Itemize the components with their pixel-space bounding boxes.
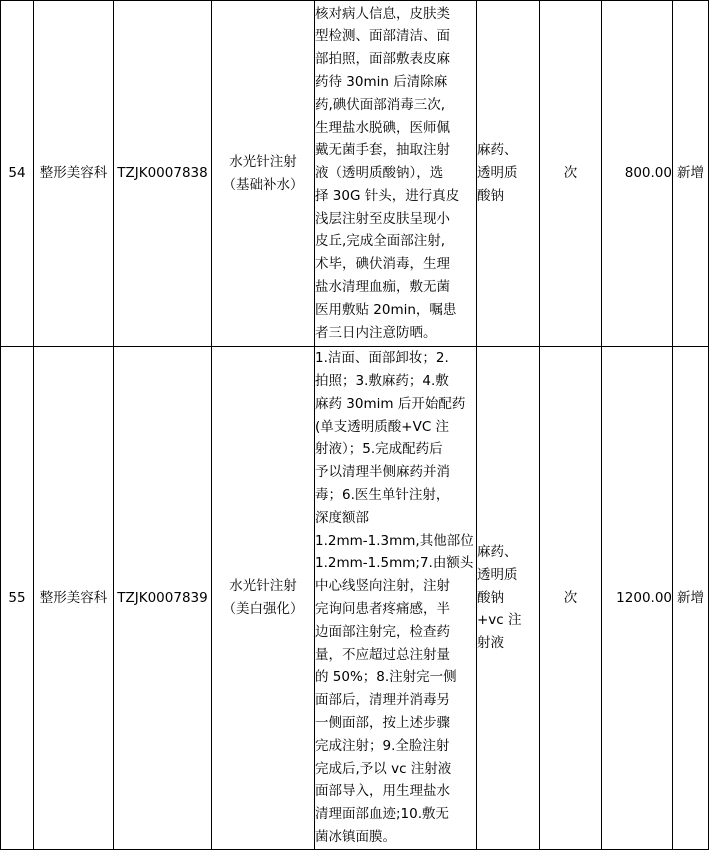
- content-line: 清理面部血迹;10.敷无: [315, 806, 450, 823]
- item-code-cell: TZJK0007838: [114, 1, 212, 347]
- content-line: 麻药 30mim 后开始配药: [315, 395, 466, 412]
- row-number: 55: [1, 347, 34, 850]
- item-code-cell: TZJK0007839: [114, 347, 212, 850]
- content-line: (单支透明质酸+VC 注: [315, 418, 450, 435]
- content-line: 面部后，清理并消毒另: [315, 692, 450, 709]
- department-cell: 整形美容科: [34, 347, 114, 850]
- content-line: 深度额部: [315, 509, 369, 526]
- unit-cell: 次: [540, 347, 602, 850]
- content-line: 完成后,予以 vc 注射液: [315, 760, 452, 777]
- content-line: 皮丘,完成全面部注射,: [315, 233, 446, 250]
- item-content-cell: [315, 1, 477, 347]
- content-line: 药待 30min 后清除麻: [315, 73, 448, 90]
- department-cell: 整形美容科: [34, 1, 114, 347]
- content-line: 拍照；3.敷麻药；4.敷: [315, 373, 449, 390]
- table-row: [1, 1, 709, 347]
- price-cell: 1200.00: [602, 347, 673, 850]
- content-line: 生理盐水脱碘，医师佩: [315, 119, 450, 136]
- content-line: 盐水清理血痂，敷无菌: [315, 279, 450, 296]
- content-line: 择 30G 针头，进行真皮: [315, 187, 460, 204]
- item-name-line: 水光针注射: [229, 153, 297, 170]
- content-line: 者三日内注意防晒。: [315, 324, 437, 341]
- except-line: 麻药、: [477, 142, 518, 159]
- unit-cell: 次: [540, 1, 602, 347]
- except-line: 透明质: [477, 165, 518, 182]
- content-line: 浅层注射至皮肤呈现小: [315, 210, 450, 227]
- note-cell: 新增: [673, 347, 709, 850]
- content-line: 药,碘伏面部消毒三次,: [315, 96, 446, 113]
- item-name-line: （美白强化）: [222, 601, 304, 617]
- content-line: 戴无菌手套，抽取注射: [315, 142, 450, 159]
- except-line: +vc 注: [477, 612, 522, 629]
- except-line: 射液: [477, 635, 504, 652]
- content-line: 医用敷贴 20min，嘱患: [315, 301, 457, 318]
- item-name-cell: [212, 1, 315, 347]
- content-line: 1.2mm-1.5mm;7.由额头: [315, 555, 474, 572]
- item-content-cell: [315, 347, 477, 850]
- content-line: 完成注射；9.全脸注射: [315, 737, 450, 754]
- content-line: 型检测、面部清洁、面: [315, 28, 450, 45]
- row-number: 54: [1, 1, 34, 347]
- except-materials-cell: [477, 1, 540, 347]
- content-line: 边面部注射完，检查药: [315, 623, 450, 640]
- except-line: 透明质: [477, 566, 518, 583]
- content-line: 射液）；5.完成配药后: [315, 441, 443, 458]
- except-line: 麻药、: [477, 544, 518, 560]
- content-line: 术毕，碘伏消毒，生理: [315, 256, 450, 273]
- content-line: 中心线竖向注射，注射: [315, 578, 450, 595]
- content-line: 部拍照，面部敷表皮麻: [315, 51, 450, 68]
- content-line: 液（透明质酸钠），选: [315, 165, 444, 182]
- content-line: 面部导入，用生理盐水: [315, 783, 450, 800]
- content-line: 毒；6.医生单针注射，: [315, 487, 450, 504]
- content-line: 的 50%；8.注射完一侧: [315, 669, 457, 686]
- content-line: 一侧面部，按上述步骤: [315, 714, 450, 731]
- note-cell: 新增: [673, 1, 709, 347]
- item-name-line: （基础补水）: [222, 176, 304, 193]
- except-materials-cell: [477, 347, 540, 850]
- content-line: 1.2mm-1.3mm,其他部位: [315, 532, 474, 549]
- content-line: 予以清理半侧麻药并消: [315, 464, 450, 481]
- content-line: 量，不应超过总注射量: [315, 646, 450, 663]
- table-row: [1, 347, 709, 850]
- price-cell: 800.00: [602, 1, 673, 347]
- content-line: 1.洁面、面部卸妆；2.: [315, 350, 449, 367]
- content-line: 完询问患者疼痛感，半: [315, 601, 450, 617]
- content-line: 菌冰镇面膜。: [315, 828, 396, 845]
- item-name-cell: [212, 347, 315, 850]
- except-line: 酸钠: [477, 187, 504, 204]
- content-line: 核对病人信息，皮肤类: [315, 5, 450, 22]
- except-line: 酸钠: [477, 589, 504, 606]
- item-name-line: 水光针注射: [229, 578, 297, 595]
